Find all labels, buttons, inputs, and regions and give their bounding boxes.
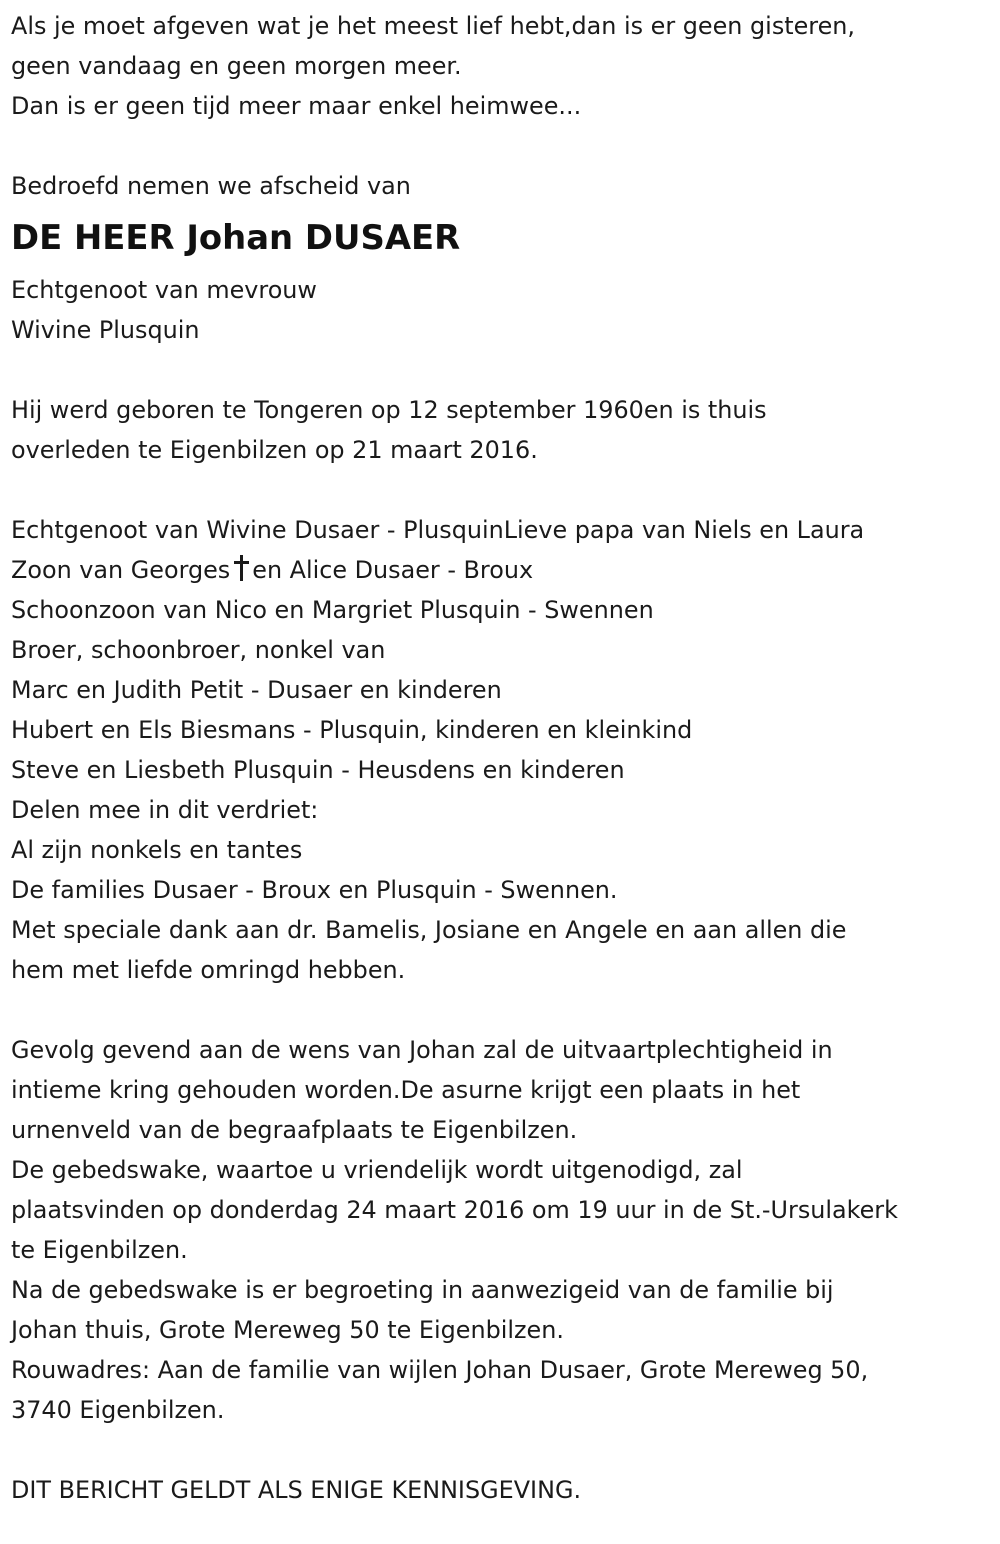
obituary-notice <box>11 6 996 1510</box>
family-line: Al zijn nonkels en tantes <box>11 836 303 864</box>
arrangements-line: Na de gebedswake is er begroeting in aanwezigeid van de familie bij <box>11 1276 834 1304</box>
spacer <box>11 350 996 390</box>
family-block <box>11 510 996 990</box>
poem-line: Dan is er geen tijd meer maar enkel heimwee... <box>11 92 582 120</box>
family-line: Hubert en Els Biesmans - Plusquin, kinderen en kleinkind <box>11 716 693 744</box>
poem-line: geen vandaag en geen morgen meer. <box>11 52 462 80</box>
spouse-name: Wivine Plusquin <box>11 316 200 344</box>
intro-text: Bedroefd nemen we afscheid van <box>11 172 411 200</box>
arrangements-block <box>11 1030 996 1430</box>
family-line-with-cross <box>11 550 996 590</box>
family-line: Schoonzoon van Nico en Margriet Plusquin - Swennen <box>11 596 654 624</box>
death-line: overleden te Eigenbilzen op 21 maart 2016. <box>11 436 538 464</box>
arrangements-line: Johan thuis, Grote Mereweg 50 te Eigenbilzen. <box>11 1316 564 1344</box>
family-line: Broer, schoonbroer, nonkel van <box>11 636 386 664</box>
thanks-line: Met speciale dank aan dr. Bamelis, Josiane en Angele en aan allen die <box>11 916 847 944</box>
spacer <box>11 1430 996 1470</box>
spacer <box>11 990 996 1030</box>
spacer <box>11 126 996 166</box>
arrangements-line: te Eigenbilzen. <box>11 1236 188 1264</box>
arrangements-line: plaatsvinden op donderdag 24 maart 2016 om 19 uur in de St.-Ursulakerk <box>11 1196 898 1224</box>
poem-line: Als je moet afgeven wat je het meest lief hebt,dan is er geen gisteren, <box>11 12 856 40</box>
poem-block <box>11 6 996 126</box>
family-line: Delen mee in dit verdriet: <box>11 796 319 824</box>
family-line: De families Dusaer - Broux en Plusquin - Swennen. <box>11 876 618 904</box>
family-line: Marc en Judith Petit - Dusaer en kinderen <box>11 676 502 704</box>
latin-cross-icon <box>234 555 248 581</box>
arrangements-line: intieme kring gehouden worden.De asurne krijgt een plaats in het <box>11 1076 801 1104</box>
birth-line: Hij werd geboren te Tongeren op 12 september 1960en is thuis <box>11 396 767 424</box>
address-line: Rouwadres: Aan de familie van wijlen Johan Dusaer, Grote Mereweg 50, <box>11 1356 869 1384</box>
spacer <box>11 470 996 510</box>
arrangements-line: urnenveld van de begraafplaats te Eigenbilzen. <box>11 1116 578 1144</box>
family-text: Zoon van Georges <box>11 556 231 584</box>
arrangements-line: De gebedswake, waartoe u vriendelijk wordt uitgenodigd, zal <box>11 1156 743 1184</box>
family-line: Steve en Liesbeth Plusquin - Heusdens en kinderen <box>11 756 625 784</box>
thanks-line: hem met liefde omringd hebben. <box>11 956 406 984</box>
closing-notice: DIT BERICHT GELDT ALS ENIGE KENNISGEVING. <box>11 1476 582 1504</box>
arrangements-line: Gevolg gevend aan de wens van Johan zal de uitvaartplechtigheid in <box>11 1036 833 1064</box>
spouse-line: Echtgenoot van mevrouw <box>11 276 317 304</box>
deceased-name: DE HEER Johan DUSAER <box>11 218 461 257</box>
family-text: en Alice Dusaer - Broux <box>252 556 534 584</box>
address-line: 3740 Eigenbilzen. <box>11 1396 225 1424</box>
birth-death-block <box>11 390 996 470</box>
family-line: Echtgenoot van Wivine Dusaer - PlusquinLieve papa van Niels en Laura <box>11 516 865 544</box>
